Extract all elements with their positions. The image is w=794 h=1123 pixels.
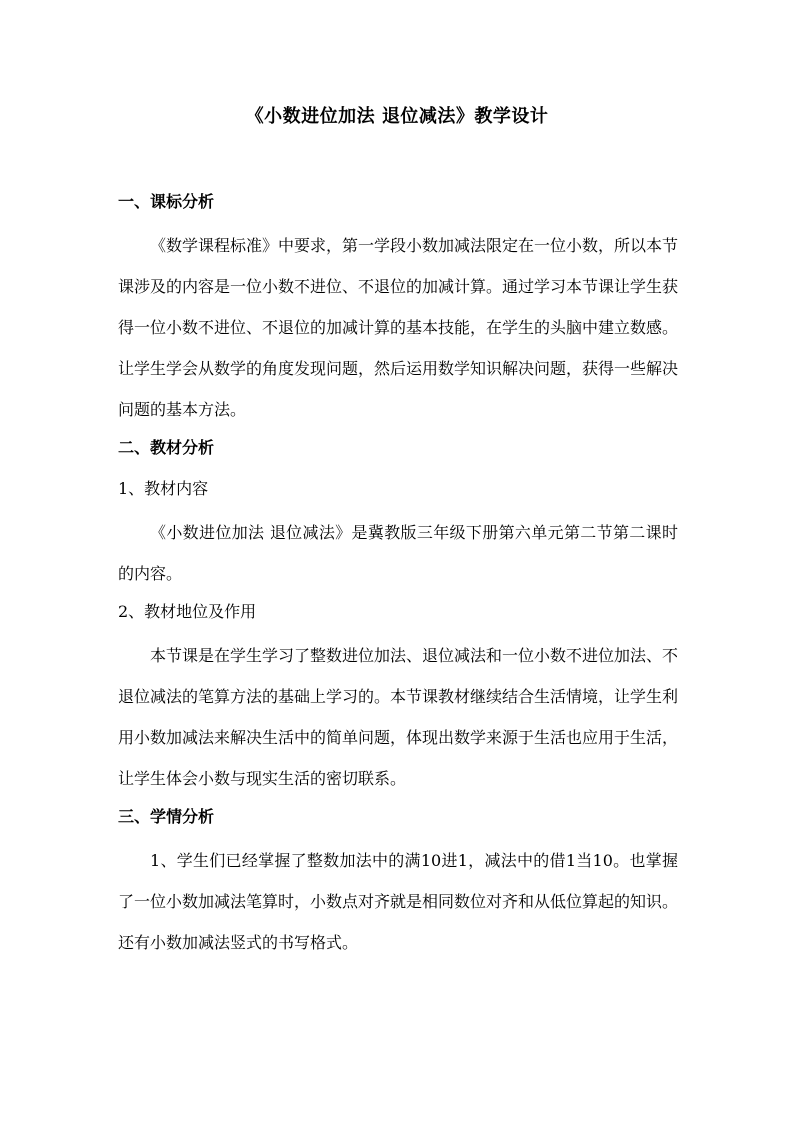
paragraph-textbook-role: 本节课是在学生学习了整数进位加法、退位减法和一位小数不进位加法、不退位减法的笔算方法的基础上学习的。本节课教材继续结合生活情境，让学生利用小数加减法来解决生活中的简单问题，体现出数学来源于生活也应用于生活，让学生体会小数与现实生活的密切联系。 [118, 646, 679, 788]
section-heading-students: 三、学情分析 [118, 807, 215, 826]
subheading-textbook-content: 1、教材内容 [118, 479, 209, 498]
paragraph-curriculum: 《数学课程标准》中要求，第一学段小数加减法限定在一位小数，所以本节课涉及的内容是一位小数不进位、不退位的加减计算。通过学习本节课让学生获得一位小数不进位、不退位的加减计算的基本技能，在学生的头脑中建立数感。让学生学会从数学的角度发现问题，然后运用数学知识解决问题，获得一些解决问题的基本方法。 [118, 236, 679, 419]
document-title: 《小数进位加法 退位减法》教学设计 [245, 106, 549, 127]
paragraph-students: 1、学生们已经掌握了整数加法中的满10进1，减法中的借1当10。也掌握了一位小数加减法笔算时，小数点对齐就是相同数位对齐和从低位算起的知识。还有小数加减法竖式的书写格式。 [118, 851, 679, 952]
paragraph-textbook-content: 《小数进位加法 退位减法》是冀教版三年级下册第六单元第二节第二课时的内容。 [118, 523, 678, 583]
subheading-textbook-role: 2、教材地位及作用 [118, 602, 257, 621]
section-heading-textbook: 二、教材分析 [118, 438, 215, 457]
section-heading-curriculum: 一、课标分析 [118, 192, 215, 211]
document-body [118, 184, 678, 963]
